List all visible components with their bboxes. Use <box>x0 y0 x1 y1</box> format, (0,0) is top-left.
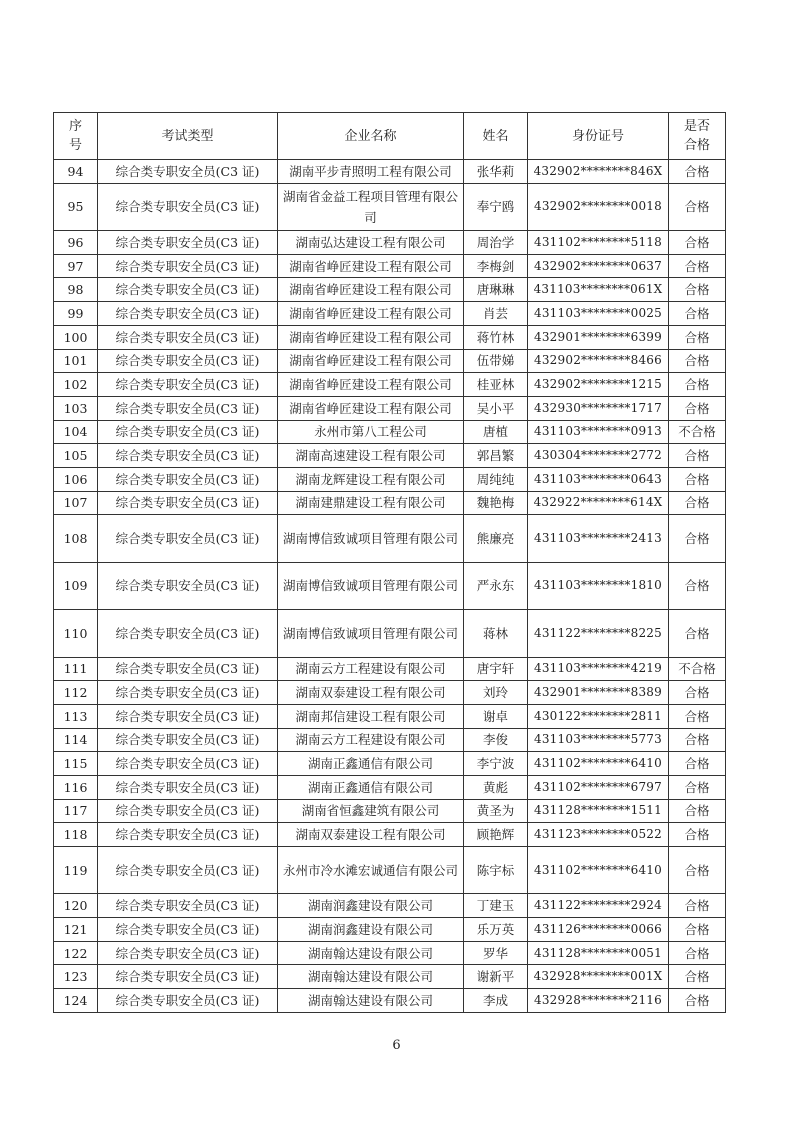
cell-exam-type: 综合类专职安全员(C3 证) <box>98 728 278 752</box>
cell-id-number: 431128********1511 <box>528 799 669 823</box>
cell-row-number: 111 <box>54 657 98 681</box>
cell-result: 合格 <box>669 254 726 278</box>
table-row <box>54 894 726 918</box>
cell-row-number: 116 <box>54 775 98 799</box>
cell-person-name: 熊廉亮 <box>464 515 528 562</box>
cell-company-name: 湖南省峥匠建设工程有限公司 <box>278 254 464 278</box>
cell-company-name: 湖南正鑫通信有限公司 <box>278 752 464 776</box>
cell-company-name: 湖南翰达建设有限公司 <box>278 965 464 989</box>
header-result: 是否 合格 <box>669 113 726 160</box>
cell-person-name: 魏艳梅 <box>464 491 528 515</box>
cell-person-name: 唐宇轩 <box>464 657 528 681</box>
cell-result: 合格 <box>669 562 726 609</box>
table-row <box>54 396 726 420</box>
cell-id-number: 431102********6410 <box>528 752 669 776</box>
cell-id-number: 431123********0522 <box>528 823 669 847</box>
table-row <box>54 491 726 515</box>
cell-person-name: 丁建玉 <box>464 894 528 918</box>
cell-exam-type: 综合类专职安全员(C3 证) <box>98 254 278 278</box>
cell-company-name: 湖南省峥匠建设工程有限公司 <box>278 302 464 326</box>
cell-result: 合格 <box>669 467 726 491</box>
cell-id-number: 432928********001X <box>528 965 669 989</box>
cell-result: 合格 <box>669 894 726 918</box>
header-company: 企业名称 <box>278 113 464 160</box>
cell-company-name: 湖南省峥匠建设工程有限公司 <box>278 373 464 397</box>
cell-row-number: 113 <box>54 704 98 728</box>
cell-result: 不合格 <box>669 420 726 444</box>
cell-row-number: 97 <box>54 254 98 278</box>
cell-row-number: 99 <box>54 302 98 326</box>
header-id-number: 身份证号 <box>528 113 669 160</box>
cell-person-name: 顾艳辉 <box>464 823 528 847</box>
cell-company-name: 湖南省恒鑫建筑有限公司 <box>278 799 464 823</box>
cell-company-name: 湖南博信致诚项目管理有限公司 <box>278 515 464 562</box>
cell-company-name: 湖南双泰建设工程有限公司 <box>278 823 464 847</box>
table-row <box>54 349 726 373</box>
cell-row-number: 96 <box>54 231 98 255</box>
cell-result: 合格 <box>669 823 726 847</box>
table-row <box>54 610 726 657</box>
cell-exam-type: 综合类专职安全员(C3 证) <box>98 657 278 681</box>
cell-exam-type: 综合类专职安全员(C3 证) <box>98 278 278 302</box>
cell-result: 合格 <box>669 491 726 515</box>
table-row <box>54 420 726 444</box>
cell-id-number: 431103********0643 <box>528 467 669 491</box>
cell-row-number: 115 <box>54 752 98 776</box>
cell-person-name: 桂亚林 <box>464 373 528 397</box>
cell-person-name: 谢新平 <box>464 965 528 989</box>
cell-id-number: 431126********0066 <box>528 918 669 942</box>
cell-exam-type: 综合类专职安全员(C3 证) <box>98 160 278 184</box>
table-row <box>54 965 726 989</box>
cell-person-name: 李梅剑 <box>464 254 528 278</box>
cell-company-name: 湖南省金益工程项目管理有限公司 <box>278 183 464 230</box>
table-row <box>54 444 726 468</box>
table-row <box>54 752 726 776</box>
cell-id-number: 431102********5118 <box>528 231 669 255</box>
cell-exam-type: 综合类专职安全员(C3 证) <box>98 231 278 255</box>
cell-id-number: 431122********2924 <box>528 894 669 918</box>
cell-id-number: 432922********614X <box>528 491 669 515</box>
cell-row-number: 112 <box>54 681 98 705</box>
cell-row-number: 124 <box>54 989 98 1013</box>
cell-exam-type: 综合类专职安全员(C3 证) <box>98 752 278 776</box>
cell-person-name: 张华莉 <box>464 160 528 184</box>
cell-id-number: 431103********4219 <box>528 657 669 681</box>
cell-id-number: 432930********1717 <box>528 396 669 420</box>
cell-company-name: 湖南云方工程建设有限公司 <box>278 657 464 681</box>
cell-person-name: 吴小平 <box>464 396 528 420</box>
cell-person-name: 谢卓 <box>464 704 528 728</box>
cell-id-number: 432902********8466 <box>528 349 669 373</box>
table-row <box>54 231 726 255</box>
cell-exam-type: 综合类专职安全员(C3 证) <box>98 325 278 349</box>
cell-id-number: 430304********2772 <box>528 444 669 468</box>
cell-exam-type: 综合类专职安全员(C3 证) <box>98 941 278 965</box>
cell-person-name: 周治学 <box>464 231 528 255</box>
cell-exam-type: 综合类专职安全员(C3 证) <box>98 562 278 609</box>
cell-company-name: 湖南省峥匠建设工程有限公司 <box>278 349 464 373</box>
table-row <box>54 515 726 562</box>
table-row <box>54 823 726 847</box>
cell-row-number: 123 <box>54 965 98 989</box>
cell-person-name: 伍带娣 <box>464 349 528 373</box>
cell-exam-type: 综合类专职安全员(C3 证) <box>98 847 278 894</box>
cell-company-name: 湖南博信致诚项目管理有限公司 <box>278 562 464 609</box>
cell-result: 不合格 <box>669 657 726 681</box>
cell-person-name: 蒋竹林 <box>464 325 528 349</box>
cell-row-number: 107 <box>54 491 98 515</box>
cell-person-name: 黄彪 <box>464 775 528 799</box>
table-row <box>54 160 726 184</box>
cell-result: 合格 <box>669 515 726 562</box>
cell-person-name: 李宁波 <box>464 752 528 776</box>
cell-exam-type: 综合类专职安全员(C3 证) <box>98 799 278 823</box>
cell-id-number: 431103********1810 <box>528 562 669 609</box>
table-row <box>54 657 726 681</box>
cell-row-number: 95 <box>54 183 98 230</box>
cell-company-name: 湖南省峥匠建设工程有限公司 <box>278 278 464 302</box>
table-row <box>54 728 726 752</box>
cell-row-number: 110 <box>54 610 98 657</box>
cell-result: 合格 <box>669 444 726 468</box>
cell-result: 合格 <box>669 752 726 776</box>
cell-company-name: 湖南平步青照明工程有限公司 <box>278 160 464 184</box>
cell-person-name: 周纯纯 <box>464 467 528 491</box>
cell-company-name: 湖南高速建设工程有限公司 <box>278 444 464 468</box>
cell-row-number: 108 <box>54 515 98 562</box>
cell-exam-type: 综合类专职安全员(C3 证) <box>98 183 278 230</box>
cell-exam-type: 综合类专职安全员(C3 证) <box>98 444 278 468</box>
cell-result: 合格 <box>669 941 726 965</box>
cell-person-name: 肖芸 <box>464 302 528 326</box>
table-row <box>54 373 726 397</box>
cell-result: 合格 <box>669 349 726 373</box>
cell-company-name: 湖南双泰建设工程有限公司 <box>278 681 464 705</box>
cell-result: 合格 <box>669 373 726 397</box>
cell-person-name: 严永东 <box>464 562 528 609</box>
cell-row-number: 104 <box>54 420 98 444</box>
cell-company-name: 湖南博信致诚项目管理有限公司 <box>278 610 464 657</box>
cell-company-name: 永州市第八工程公司 <box>278 420 464 444</box>
table-row <box>54 278 726 302</box>
cell-result: 合格 <box>669 183 726 230</box>
cell-id-number: 431102********6797 <box>528 775 669 799</box>
cell-row-number: 117 <box>54 799 98 823</box>
cell-exam-type: 综合类专职安全员(C3 证) <box>98 302 278 326</box>
cell-id-number: 431103********061X <box>528 278 669 302</box>
cell-row-number: 105 <box>54 444 98 468</box>
cell-exam-type: 综合类专职安全员(C3 证) <box>98 965 278 989</box>
cell-exam-type: 综合类专职安全员(C3 证) <box>98 823 278 847</box>
cell-result: 合格 <box>669 396 726 420</box>
cell-result: 合格 <box>669 847 726 894</box>
cell-row-number: 106 <box>54 467 98 491</box>
cell-person-name: 罗华 <box>464 941 528 965</box>
cell-row-number: 98 <box>54 278 98 302</box>
cell-result: 合格 <box>669 681 726 705</box>
cell-company-name: 湖南建鼎建设工程有限公司 <box>278 491 464 515</box>
cell-row-number: 100 <box>54 325 98 349</box>
cell-company-name: 湖南省峥匠建设工程有限公司 <box>278 396 464 420</box>
table-row <box>54 989 726 1013</box>
cell-exam-type: 综合类专职安全员(C3 证) <box>98 610 278 657</box>
cell-person-name: 郭昌繁 <box>464 444 528 468</box>
table-body <box>54 160 726 1013</box>
table-row <box>54 681 726 705</box>
cell-row-number: 101 <box>54 349 98 373</box>
cell-exam-type: 综合类专职安全员(C3 证) <box>98 775 278 799</box>
cell-exam-type: 综合类专职安全员(C3 证) <box>98 349 278 373</box>
cell-company-name: 湖南翰达建设有限公司 <box>278 941 464 965</box>
table-header-row <box>54 113 726 160</box>
cell-result: 合格 <box>669 704 726 728</box>
table-row <box>54 325 726 349</box>
cell-id-number: 431103********0025 <box>528 302 669 326</box>
page-number: 6 <box>392 1038 401 1053</box>
cell-company-name: 湖南省峥匠建设工程有限公司 <box>278 325 464 349</box>
table-row <box>54 467 726 491</box>
cell-company-name: 湖南润鑫建设有限公司 <box>278 894 464 918</box>
cell-result: 合格 <box>669 302 726 326</box>
cell-company-name: 湖南弘达建设工程有限公司 <box>278 231 464 255</box>
table-row <box>54 562 726 609</box>
cell-person-name: 李成 <box>464 989 528 1013</box>
cell-row-number: 114 <box>54 728 98 752</box>
cell-company-name: 湖南翰达建设有限公司 <box>278 989 464 1013</box>
table-row <box>54 302 726 326</box>
table-row <box>54 254 726 278</box>
cell-result: 合格 <box>669 610 726 657</box>
cell-result: 合格 <box>669 278 726 302</box>
cell-exam-type: 综合类专职安全员(C3 证) <box>98 704 278 728</box>
cell-result: 合格 <box>669 775 726 799</box>
table-row <box>54 183 726 230</box>
cell-row-number: 94 <box>54 160 98 184</box>
cell-person-name: 黄圣为 <box>464 799 528 823</box>
cell-id-number: 431103********2413 <box>528 515 669 562</box>
cell-id-number: 432902********0018 <box>528 183 669 230</box>
cell-exam-type: 综合类专职安全员(C3 证) <box>98 467 278 491</box>
cell-company-name: 湖南正鑫通信有限公司 <box>278 775 464 799</box>
table-row <box>54 704 726 728</box>
header-exam-type: 考试类型 <box>98 113 278 160</box>
table-row <box>54 775 726 799</box>
cell-person-name: 奉宁鸥 <box>464 183 528 230</box>
cell-company-name: 永州市冷水滩宏诚通信有限公司 <box>278 847 464 894</box>
cell-exam-type: 综合类专职安全员(C3 证) <box>98 989 278 1013</box>
cell-id-number: 431122********8225 <box>528 610 669 657</box>
cell-exam-type: 综合类专职安全员(C3 证) <box>98 491 278 515</box>
cell-exam-type: 综合类专职安全员(C3 证) <box>98 396 278 420</box>
cell-id-number: 431103********0913 <box>528 420 669 444</box>
header-name: 姓名 <box>464 113 528 160</box>
cell-id-number: 432902********846X <box>528 160 669 184</box>
cell-result: 合格 <box>669 728 726 752</box>
cell-company-name: 湖南邦信建设工程有限公司 <box>278 704 464 728</box>
cell-person-name: 李俊 <box>464 728 528 752</box>
cell-row-number: 118 <box>54 823 98 847</box>
cell-result: 合格 <box>669 989 726 1013</box>
cell-exam-type: 综合类专职安全员(C3 证) <box>98 918 278 942</box>
cell-id-number: 432902********1215 <box>528 373 669 397</box>
cell-exam-type: 综合类专职安全员(C3 证) <box>98 681 278 705</box>
cell-id-number: 432901********6399 <box>528 325 669 349</box>
table-row <box>54 799 726 823</box>
cell-company-name: 湖南龙辉建设工程有限公司 <box>278 467 464 491</box>
header-no: 序 号 <box>54 113 98 160</box>
cell-id-number: 431128********0051 <box>528 941 669 965</box>
cell-result: 合格 <box>669 965 726 989</box>
cell-row-number: 121 <box>54 918 98 942</box>
cell-exam-type: 综合类专职安全员(C3 证) <box>98 894 278 918</box>
cell-result: 合格 <box>669 325 726 349</box>
cell-id-number: 430122********2811 <box>528 704 669 728</box>
cell-person-name: 刘玲 <box>464 681 528 705</box>
cell-person-name: 唐琳琳 <box>464 278 528 302</box>
cell-result: 合格 <box>669 799 726 823</box>
cell-id-number: 431102********6410 <box>528 847 669 894</box>
cell-row-number: 109 <box>54 562 98 609</box>
cell-row-number: 119 <box>54 847 98 894</box>
cell-person-name: 陈宇标 <box>464 847 528 894</box>
cell-exam-type: 综合类专职安全员(C3 证) <box>98 420 278 444</box>
cell-result: 合格 <box>669 231 726 255</box>
cell-person-name: 乐万英 <box>464 918 528 942</box>
cell-exam-type: 综合类专职安全员(C3 证) <box>98 373 278 397</box>
cell-id-number: 432928********2116 <box>528 989 669 1013</box>
cell-result: 合格 <box>669 918 726 942</box>
table-row <box>54 847 726 894</box>
table-row <box>54 918 726 942</box>
cell-id-number: 432901********8389 <box>528 681 669 705</box>
cell-row-number: 103 <box>54 396 98 420</box>
table-row <box>54 941 726 965</box>
cell-id-number: 432902********0637 <box>528 254 669 278</box>
cell-person-name: 唐植 <box>464 420 528 444</box>
cell-exam-type: 综合类专职安全员(C3 证) <box>98 515 278 562</box>
cell-company-name: 湖南云方工程建设有限公司 <box>278 728 464 752</box>
cell-company-name: 湖南润鑫建设有限公司 <box>278 918 464 942</box>
cell-row-number: 102 <box>54 373 98 397</box>
cell-row-number: 120 <box>54 894 98 918</box>
cell-row-number: 122 <box>54 941 98 965</box>
cell-id-number: 431103********5773 <box>528 728 669 752</box>
cell-result: 合格 <box>669 160 726 184</box>
cell-person-name: 蒋林 <box>464 610 528 657</box>
results-table <box>53 112 726 1013</box>
